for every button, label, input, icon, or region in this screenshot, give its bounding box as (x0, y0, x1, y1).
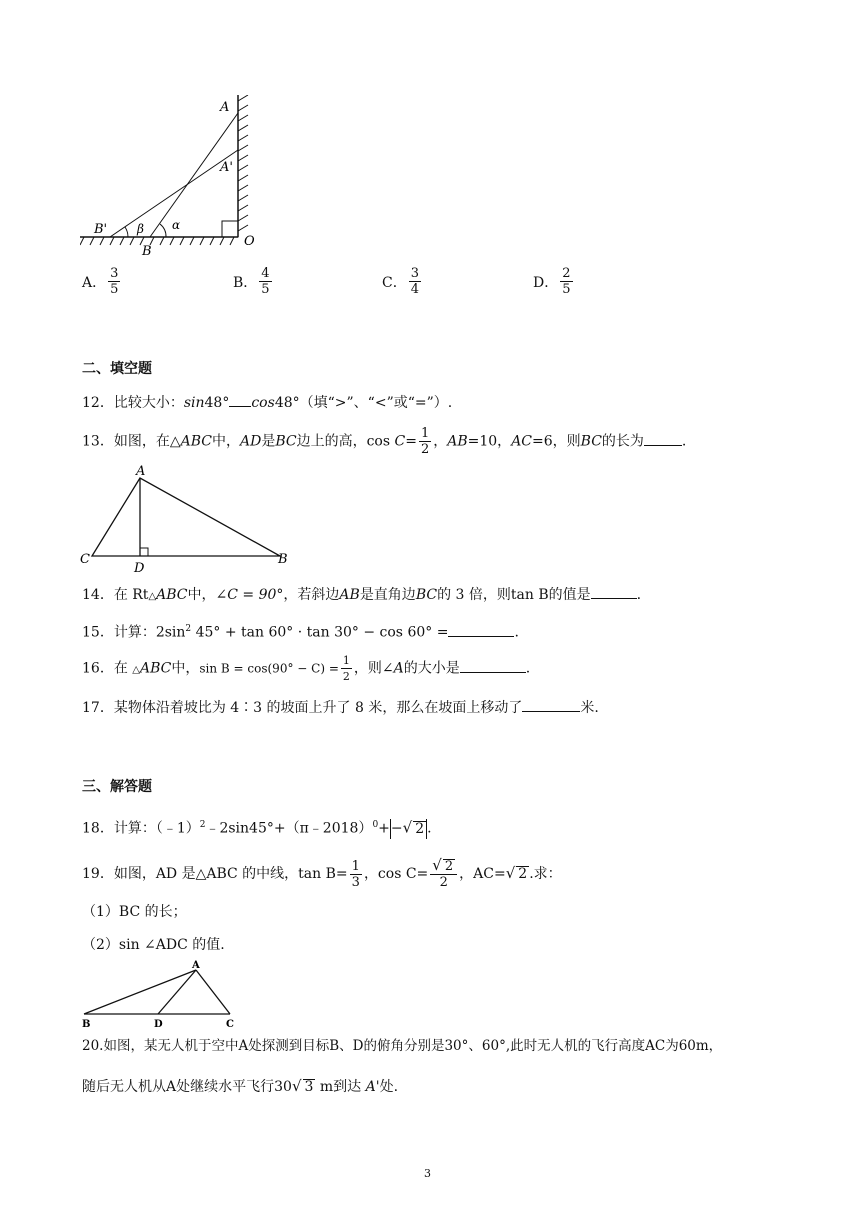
question-18: 18．计算：（﹣1）$^2$﹣2sin45°+（π﹣2018）$^0$+−√ 2 . (82, 818, 432, 837)
section-title-fill-blank: 二、填空题 (82, 361, 152, 377)
label-d: D (154, 1019, 163, 1030)
answer-blank[interactable] (591, 585, 637, 599)
q11-option-a[interactable]: A． $\frac{3}{5}$ (82, 266, 119, 297)
question-16: 16．在 △ABC中，sin B = cos(90° − C) = $\frac{1}{2}$ ，则∠A的大小是 . (82, 654, 531, 683)
side-ac (196, 970, 230, 1014)
right-angle-mark (222, 221, 238, 237)
median-ad (158, 970, 196, 1014)
question-15: 15．计算：$2\sin^2$ 45° + tan 60° · tan 30° − cos 60° = . (82, 624, 519, 641)
ground-hatching (80, 237, 234, 245)
label-alpha: α (172, 218, 181, 232)
label-a-prime: A' (220, 160, 233, 175)
label-b: B (278, 552, 288, 567)
question-13: 13．如图，在△ABC中，AD是BC边上的高，cos C= $\frac{1}{2}$ ，AB=10，AC=6，则BC的长为 . (82, 426, 687, 457)
wall-hatching (238, 95, 248, 231)
answer-blank[interactable] (448, 623, 514, 637)
answer-blank[interactable] (522, 698, 580, 712)
fraction: $\frac{2}{5}$ (562, 266, 571, 297)
label-a: A (136, 464, 146, 479)
label-c: C (80, 552, 90, 567)
q11-option-c[interactable]: C． $\frac{3}{4}$ (382, 266, 419, 297)
fraction: $\frac{4}{5}$ (261, 266, 270, 297)
answer-blank[interactable] (460, 659, 526, 673)
triangle-figure-q13 (80, 462, 295, 574)
ladder-ab (150, 113, 238, 237)
label-o: O (244, 234, 255, 249)
question-19: 19．如图，AD 是△ABC 的中线，tan B= $\frac{1}{3}$ ，cos C= $\frac{√ 2}{2}$ ，AC=√ 2 .求： (82, 856, 562, 890)
ladder-figure (80, 95, 270, 260)
page-number: 3 (424, 1167, 431, 1180)
answer-blank[interactable] (229, 393, 251, 407)
label-a: A (220, 100, 230, 115)
q11-option-b[interactable]: B． $\frac{4}{5}$ (233, 266, 270, 297)
question-19-part-1: （1）BC 的长； (82, 904, 187, 920)
answer-blank[interactable] (644, 432, 682, 446)
angle-arc-beta (125, 227, 128, 237)
label-b: B (142, 244, 152, 259)
fraction: $\frac{1}{2}$ (420, 426, 430, 457)
section-title-solve: 三、解答题 (82, 779, 152, 795)
question-17: 17．某物体沿着坡比为 4∶3 的坡面上升了 8 米，那么在坡面上移动了 米. (82, 700, 599, 716)
label-a: A (192, 960, 200, 971)
question-14: 14．在 Rt△ABC中，∠C = 90°，若斜边AB是直角边BC的 3 倍，则tan B的值是 . (82, 587, 642, 603)
triangle-abc (92, 478, 280, 556)
label-d: D (134, 561, 145, 574)
question-20-line-1: 20.如图，某无人机于空中A处探测到目标B、D的俯角分别是30°、60°,此时无人机的飞行高度AC为60m， (82, 1038, 723, 1054)
question-12: 12．比较大小：sin48° cos48°（填“>”、“<”或“=”）. (82, 395, 453, 411)
label-b-prime: B' (94, 222, 108, 237)
label-beta: β (137, 222, 144, 236)
fraction: $\frac{3}{4}$ (410, 266, 419, 297)
side-ab (84, 970, 196, 1014)
question-19-part-2: （2）sin ∠ADC 的值. (82, 937, 225, 953)
fraction: $\frac{√ 2}{2}$ (430, 858, 457, 890)
label-c: C (226, 1019, 234, 1030)
triangle-figure-q19 (80, 958, 240, 1030)
q11-option-d[interactable]: D． $\frac{2}{5}$ (533, 266, 571, 297)
fraction: $\frac{3}{5}$ (110, 266, 119, 297)
fraction: $\frac{1}{3}$ (351, 858, 360, 890)
fraction: $\frac{1}{2}$ (342, 654, 350, 683)
label-b: B (82, 1019, 91, 1030)
question-20-line-2: 随后无人机从A处继续水平飞行30√ 3 m到达 A'处. (82, 1077, 399, 1095)
angle-arc-alpha (160, 224, 166, 237)
radical-sign: √ (402, 818, 413, 837)
right-angle-mark (140, 548, 148, 556)
